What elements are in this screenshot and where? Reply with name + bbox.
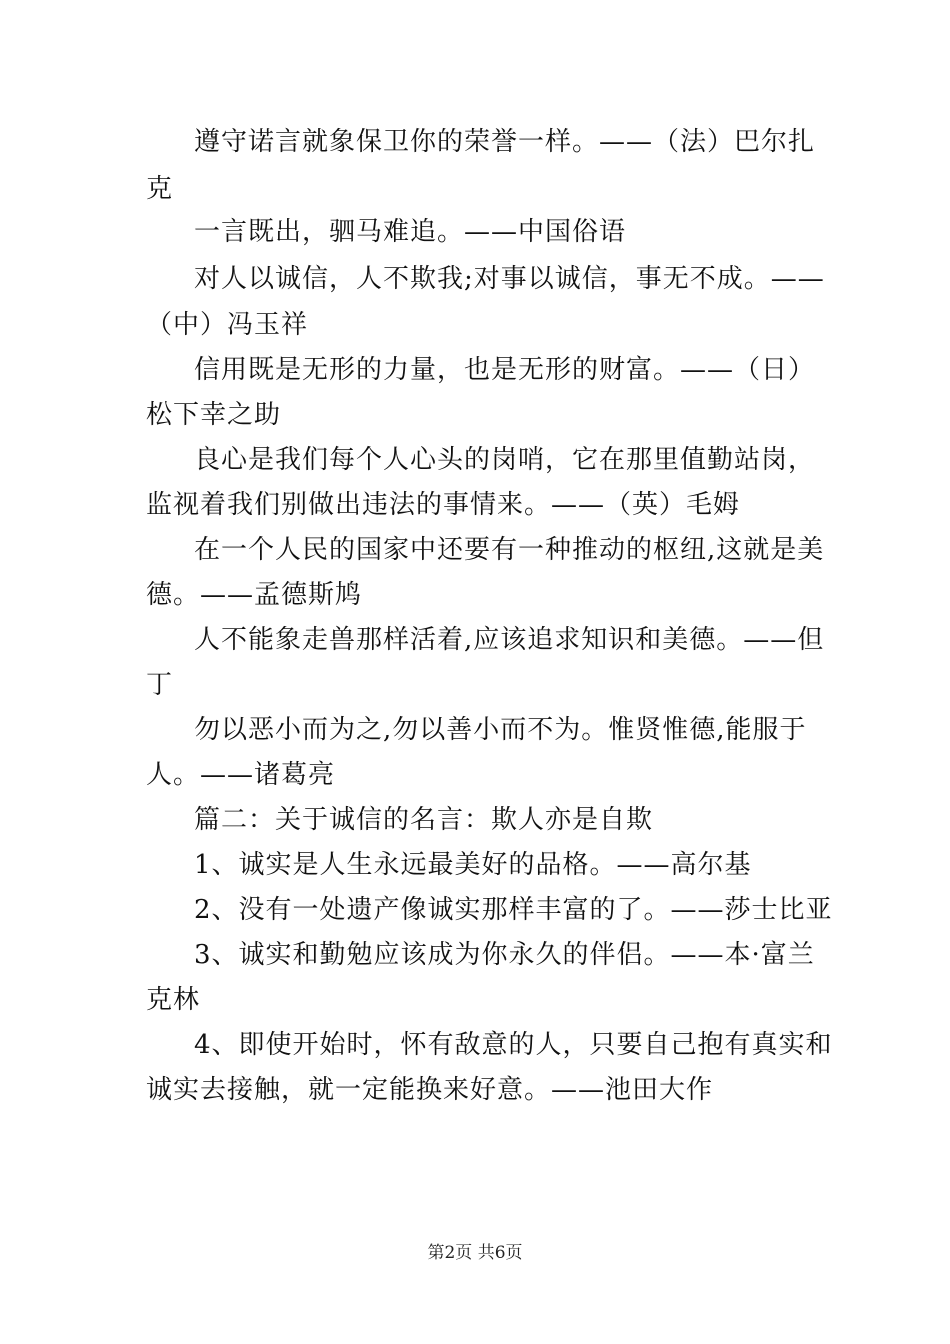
text-line: 在一个人民的国家中还要有一种推动的枢纽,这就是美 (194, 535, 825, 565)
text-line: 勿以恶小而为之,勿以善小而不为。惟贤惟德,能服于 (194, 715, 807, 745)
section-heading: 篇二：关于诚信的名言：欺人亦是自欺 (194, 805, 654, 835)
text-line: 诚实去接触，就一定能换来好意。——池田大作 (146, 1075, 714, 1105)
text-line: 3、诚实和勤勉应该成为你永久的伴侣。——本·富兰 (194, 940, 815, 970)
text-line: 良心是我们每个人心头的岗哨，它在那里值勤站岗， (194, 445, 816, 475)
text-line: 监视着我们别做出违法的事情来。——（英）毛姆 (146, 490, 741, 520)
text-line: 丁 (146, 670, 174, 700)
text-line: 人不能象走兽那样活着,应该追求知识和美德。——但 (194, 625, 825, 655)
text-line: 人。——诸葛亮 (146, 760, 336, 790)
page-number-footer: 第2页 共6页 (427, 1243, 523, 1263)
text-line: 一言既出，驷马难追。——中国俗语 (194, 217, 627, 247)
text-line: 1、诚实是人生永远最美好的品格。——高尔基 (194, 850, 752, 880)
text-line: 2、没有一处遗产像诚实那样丰富的了。——莎士比亚 (194, 895, 833, 925)
text-line: 对人以诚信，人不欺我;对事以诚信，事无不成。—— (194, 264, 825, 294)
text-line: 德。——孟德斯鸠 (146, 580, 363, 610)
text-line: 松下幸之助 (146, 400, 282, 430)
text-line: （中）冯玉祥 (146, 310, 309, 340)
text-line: 4、即使开始时，怀有敌意的人，只要自己抱有真实和 (194, 1030, 833, 1060)
text-line: 克 (146, 174, 174, 204)
text-line: 克林 (146, 985, 201, 1015)
text-line: 信用既是无形的力量，也是无形的财富。——（日） (194, 355, 816, 385)
text-line: 遵守诺言就象保卫你的荣誉一样。——（法）巴尔扎 (194, 127, 816, 157)
